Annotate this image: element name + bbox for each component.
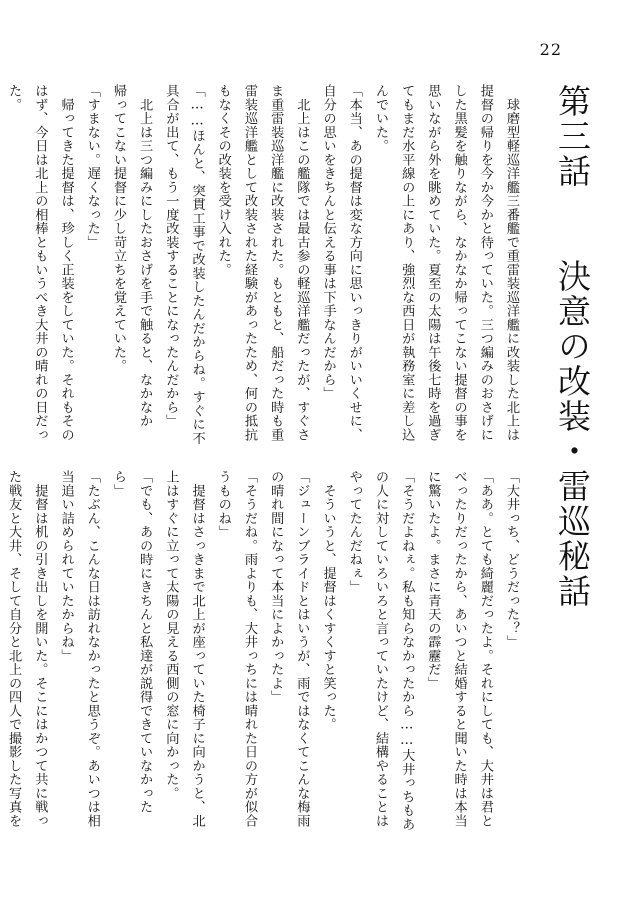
text-line: べったりだったから、あいつと結婚すると聞いた時は本当 <box>451 470 467 828</box>
text-line: そういうと、提督はくすくすと笑った。 <box>320 470 336 732</box>
text-line: 帰ってきた提督は、珍しく正装をしていた。それもその <box>58 84 74 442</box>
text-line: 提督は机の引き出しを開いた。そこにはかつて共に戦っ <box>32 470 48 828</box>
text-line: 提督の帰りを今か今かと待っていた。三つ編みのおさげに <box>477 84 493 442</box>
text-line: 「でも、あの時にきちんと私達が説得できていなかった <box>137 470 153 814</box>
chapter-number: 第三話 <box>553 84 592 189</box>
text-line: 自分の思いをきちんと伝える事は下手なんだから」 <box>320 84 336 401</box>
text-line: やってたんだねぇ」 <box>346 470 362 594</box>
text-line: した黒髪を触りながら、なかなか帰ってこない提督の事を <box>451 84 467 442</box>
text-line: に驚いたよ。まさに青天の霹靂だ」 <box>425 470 441 690</box>
text-line: はず、今日は北上の相棒ともいうべき大井の晴れの日だっ <box>32 84 48 442</box>
text-line: 「すまない。遅くなった」 <box>84 84 100 249</box>
text-line: 提督はさっきまで北上が座っていた椅子に向かうと、北 <box>189 470 205 828</box>
page-number: 22 <box>539 40 562 59</box>
text-line: 北上はこの艦隊では最古参の軽巡洋艦だったが、すぐさ <box>294 84 310 442</box>
chapter-name: 決意の改装・雷巡秘話 <box>553 259 592 609</box>
text-line: た。 <box>6 84 22 112</box>
text-line: 「たぶん、こんな日は訪れなかったと思うぞ。あいつは相 <box>84 470 100 828</box>
text-line: ら」 <box>110 470 126 498</box>
text-line: 当追い詰められていたからね」 <box>58 470 74 663</box>
text-line: 思いながら外を眺めていた。夏至の太陽は午後七時を過ぎ <box>425 84 441 442</box>
text-line: 「大井っち、どうだった？」 <box>504 470 519 649</box>
chapter-title <box>532 84 602 844</box>
text-line: の晴れ間になって本当によかったよ」 <box>268 470 284 704</box>
title-spacer <box>553 189 592 259</box>
text-line: 北上は三つ編みにしたおさげを手で触ると、なかなか <box>137 84 153 428</box>
text-line: 帰ってこない提督に少し苛立ちを覚えていた。 <box>110 84 126 373</box>
upper-text-band <box>6 84 524 446</box>
text-line: んでいた。 <box>372 84 388 153</box>
text-line: 球磨型軽巡洋艦三番艦で重雷装巡洋艦に改装した北上は <box>504 84 519 442</box>
text-line: てもまだ水平線の上にあり、強烈な西日が執務室に差し込 <box>399 84 415 442</box>
text-line: 「そうだね。雨よりも、大井っちには晴れた日の方が似合 <box>241 470 257 828</box>
text-line: うものね」 <box>215 470 231 539</box>
text-line: た戦友と大井、そして自分と北上の四人で撮影した写真を <box>6 470 22 828</box>
lower-text-band <box>6 470 524 832</box>
text-line: 上はすぐに立って太陽の見える西側の窓に向かった。 <box>163 470 179 800</box>
text-line: の人に対していろいろと言っていたけど、結構やることは <box>372 470 388 828</box>
text-line: 雷装巡洋艦として改装された経験があったため、何の抵抗 <box>241 84 257 442</box>
text-line: 「ジューンブライドとはいうが、雨ではなくてこんな梅雨 <box>294 470 310 828</box>
text-line: 「そうだよねぇ。私も知らなかったから……大井っちもあ <box>399 470 415 832</box>
text-line: ま重雷装巡洋艦に改装された。もともと、船だった時も重 <box>268 84 284 442</box>
text-line: 「ああ。とても綺麗だったよ。それにしても、大井は君と <box>477 470 493 828</box>
text-line: 「……ほんと、突貫工事で改装したんだからね。すぐに不 <box>189 84 205 446</box>
text-line: もなくその改装を受け入れた。 <box>215 84 231 277</box>
text-line: 具合が出て、もう一度改装することになったんだから」 <box>163 84 179 428</box>
text-line: 「本当、あの提督は変な方向に思いっきりがいいくせに、 <box>346 84 362 442</box>
